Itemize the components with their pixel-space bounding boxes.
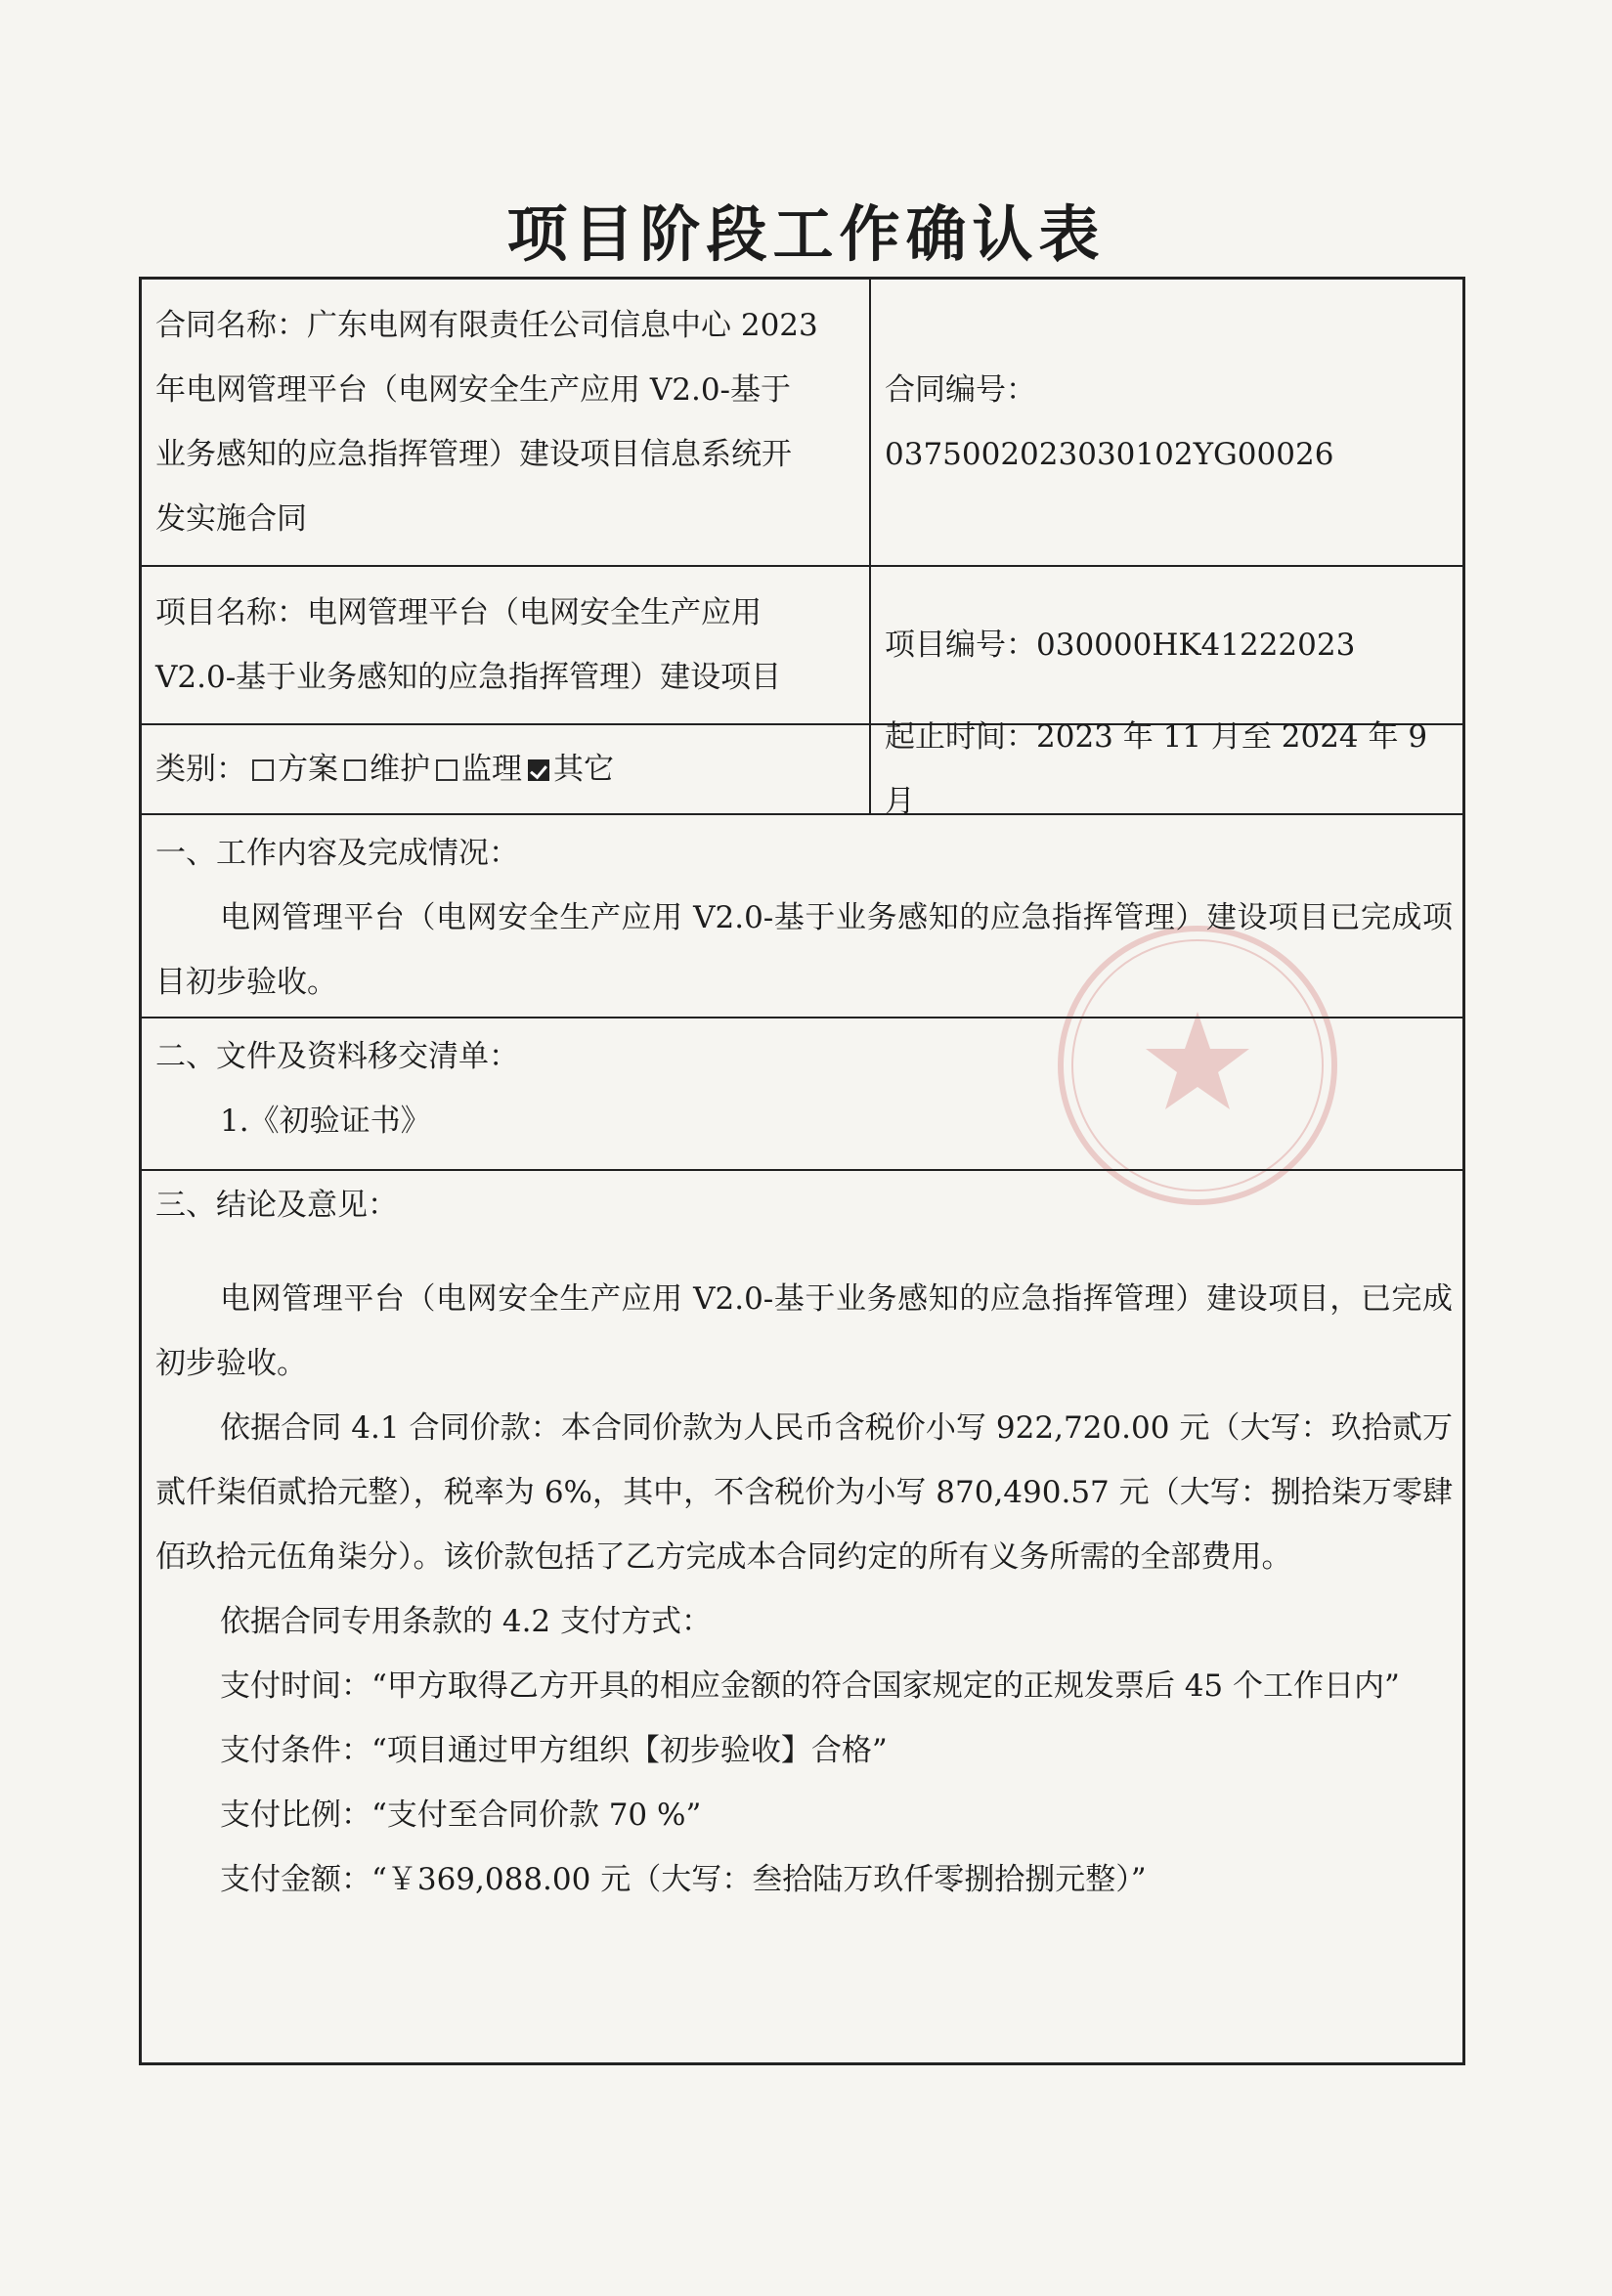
- conclusion-p6: 支付比例：“支付至合同价款 70 %”: [220, 1798, 702, 1833]
- conclusion-p4: 支付时间：“甲方取得乙方开具的相应金额的符合国家规定的正规发票后 45 个工作日内”: [220, 1668, 1400, 1704]
- section2-heading: 二、文件及资料移交清单：: [155, 1039, 519, 1074]
- contract-number: 合同编号：0375002023030102YG00026: [885, 372, 1334, 472]
- period: 起止时间：2023 年 11 月至 2024 年 9 月: [885, 719, 1428, 819]
- conclusion-p5: 支付条件：“项目通过甲方组织【初步验收】合格”: [220, 1733, 888, 1768]
- project-number: 项目编号：030000HK41222023: [885, 628, 1356, 663]
- checkbox-jianli[interactable]: [436, 759, 457, 781]
- checkbox-qita[interactable]: [528, 759, 549, 781]
- section3-heading: 三、结论及意见：: [155, 1188, 398, 1223]
- contract-name: 合同名称：广东电网有限责任公司信息中心 2023 年电网管理平台（电网安全生产应用 V2.0-基于 业务感知的应急指挥管理）建设项目信息系统开 发实施合同: [155, 308, 818, 537]
- section-file-list: [142, 1018, 1462, 1171]
- checkbox-weihu[interactable]: [344, 759, 366, 781]
- project-name: 项目名称：电网管理平台（电网安全生产应用 V2.0-基于业务感知的应急指挥管理）建设项目: [155, 595, 782, 695]
- contract-row: [142, 280, 1462, 567]
- section-work-content: [142, 815, 1462, 1018]
- checkbox-fangan[interactable]: [252, 759, 274, 781]
- section1-heading: 一、工作内容及完成情况：: [155, 836, 519, 871]
- section2-item: 1.《初验证书》: [220, 1104, 431, 1139]
- conclusion-p3: 依据合同专用条款的 4.2 支付方式：: [220, 1604, 713, 1639]
- section-conclusion: [142, 1171, 1462, 2065]
- conclusion-p1: 电网管理平台（电网安全生产应用 V2.0-基于业务感知的应急指挥管理）建设项目，已完成初步验收。: [155, 1281, 1453, 1381]
- page-title: 项目阶段工作确认表: [506, 198, 1106, 270]
- category-row: [142, 719, 1462, 819]
- conclusion-p2: 依据合同 4.1 合同价款：本合同价款为人民币含税价小写 922,720.00 元（大写：玖拾贰万贰仟柒佰贰拾元整），税率为 6%，其中，不含税价为小写 870,490.57 元（大写：捌拾柒万零肆佰玖拾元伍角柒分）。该价款包括了乙方完成本合同约定的所有义务所需的全部费用。: [155, 1410, 1453, 1575]
- conclusion-p7: 支付金额：“￥369,088.00 元（大写：叁拾陆万玖仟零捌拾捌元整）”: [220, 1862, 1147, 1897]
- confirmation-table: [139, 277, 1465, 2065]
- section1-text: 电网管理平台（电网安全生产应用 V2.0-基于业务感知的应急指挥管理）建设项目已完成项目初步验收。: [155, 900, 1453, 1000]
- project-row: [142, 567, 1462, 725]
- category-options: 类别： 方案 维护 监理 其它: [155, 752, 614, 787]
